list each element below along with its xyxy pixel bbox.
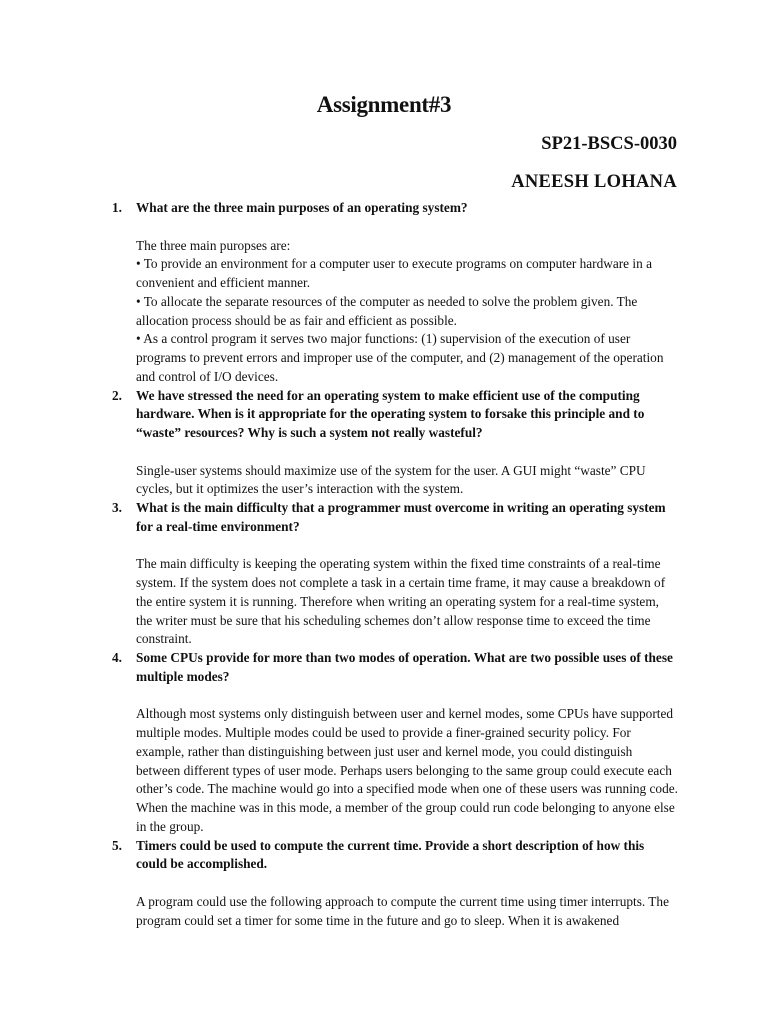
answer-bullet: • To allocate the separate resources of the computer as needed to solve the problem given. The allocation process should be as fair and efficient as possible. bbox=[136, 293, 638, 328]
question-text: Timers could be used to compute the current time. Provide a short description of how this could be accomplished. bbox=[136, 837, 645, 872]
answer-paragraph: A program could use the following approach to compute the current time using timer interrupts. The program could set a timer for some time in the future and go to sleep. When it is awakened bbox=[136, 893, 669, 928]
answer-4 bbox=[112, 687, 678, 837]
question-3 bbox=[112, 499, 678, 537]
answer-paragraph: Single-user systems should maximize use of the system for the user. A GUI might “waste” CPU cycles, but it optimizes the user’s interaction with the system. bbox=[136, 462, 646, 497]
assignment-title: Assignment#3 bbox=[316, 92, 452, 117]
answer-paragraph: The three main puropses are: bbox=[136, 237, 291, 253]
question-text: We have stressed the need for an operating system to make efficient use of the computing hardware. When is it appropriate for the operating system to forsake this principle and to “waste” resources? Why is such a system not really wasteful? bbox=[136, 387, 645, 440]
questions-list bbox=[112, 199, 678, 930]
question-number: 4. bbox=[112, 650, 122, 665]
question-1 bbox=[112, 199, 678, 218]
question-text: What is the main difficulty that a programmer must overcome in writing an operating system for a real-time environment? bbox=[136, 500, 666, 534]
answer-bullet: • As a control program it serves two major functions: (1) supervision of the execution of user programs to prevent errors and improper use of the computer, and (2) management of the operation and control of I/O devices. bbox=[136, 331, 664, 384]
question-2 bbox=[112, 387, 678, 443]
answer-bullet: • To provide an environment for a computer user to execute programs on computer hardware in a convenient and efficient manner. bbox=[136, 256, 652, 290]
answer-3 bbox=[112, 537, 678, 650]
answer-paragraph: The main difficulty is keeping the operating system within the fixed time constraints of a real-time system. If the system does not complete a task in a certain time frame, it may cause a breakdown of the entire system it is running. Therefore when writing an operating system for a real-time system, the writer must be sure that his scheduling schemes don’t allow response time to exceed the time constraint. bbox=[136, 556, 666, 647]
student-name: ANEESH LOHANA bbox=[511, 172, 677, 192]
question-text: Some CPUs provide for more than two modes of operation. What are two possible uses of these multiple modes? bbox=[136, 650, 673, 684]
question-number: 5. bbox=[112, 837, 122, 853]
answer-5 bbox=[112, 874, 678, 930]
question-5 bbox=[112, 837, 678, 875]
question-4 bbox=[112, 649, 678, 687]
question-number: 3. bbox=[112, 500, 122, 515]
question-number: 2. bbox=[112, 387, 122, 403]
question-text: What are the three main purposes of an operating system? bbox=[136, 200, 468, 215]
answer-1 bbox=[112, 218, 678, 387]
question-number: 1. bbox=[112, 200, 122, 215]
registration-number: SP21-BSCS-0030 bbox=[541, 134, 677, 154]
answer-paragraph: Although most systems only distinguish between user and kernel modes, some CPUs have supported multiple modes. Multiple modes could be used to provide a finer-grained security policy. For example, rather than distinguishing between just user and kernel mode, you could distinguish between different types of user mode. Perhaps users belonging to the same group could execute each other’s code. The machine would go into a specified mode when one of these users was running code. When the machine was in this mode, a member of the group could run code belonging to anyone else in the group. bbox=[136, 706, 678, 834]
answer-2 bbox=[112, 443, 678, 499]
